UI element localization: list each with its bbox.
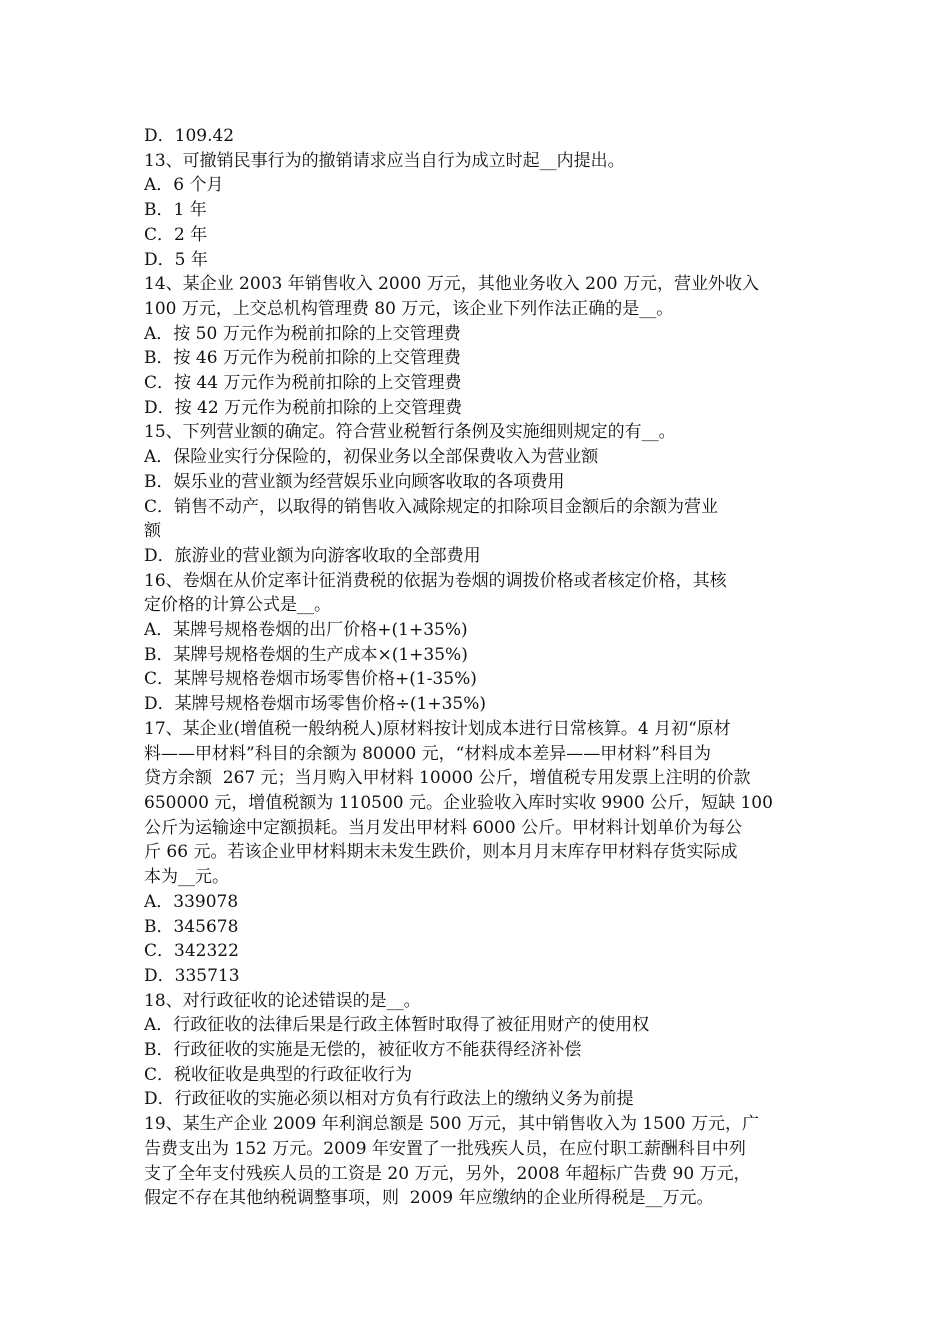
option-line: B．345678 — [144, 916, 239, 937]
option-line: D．按 42 万元作为税前扣除的上交管理费 — [144, 397, 463, 418]
question-17-line-3: 贷方余额 267 元；当月购入甲材料 10000 公斤，增值税专用发票上注明的价款 — [144, 768, 751, 789]
option-line: D．335713 — [144, 965, 240, 986]
question-19-line-4: 假定不存在其他纳税调整事项，则 2009 年应缴纳的企业所得税是__万元。 — [144, 1188, 714, 1209]
option-line: D．旅游业的营业额为向游客收取的全部费用 — [144, 545, 481, 566]
question-19-line-2: 告费支出为 152 万元。2009 年安置了一批残疾人员，在应付职工薪酬科目中列 — [144, 1138, 746, 1159]
option-line-continuation: 额 — [144, 521, 161, 542]
question-15: 15、下列营业额的确定。符合营业税暂行条例及实施细则规定的有__。 — [144, 422, 676, 443]
question-16-line-1: 16、卷烟在从价定率计征消费税的依据为卷烟的调拨价格或者核定价格，其核 — [144, 570, 727, 591]
question-19-line-3: 支了全年支付残疾人员的工资是 20 万元，另外，2008 年超标广告费 90 万元， — [144, 1163, 751, 1184]
option-line: B．按 46 万元作为税前扣除的上交管理费 — [144, 348, 461, 369]
question-19-line-1: 19、某生产企业 2009 年利润总额是 500 万元，其中销售收入为 1500 万元，广 — [144, 1114, 760, 1135]
option-line: A．339078 — [144, 891, 239, 912]
option-line: C．某牌号规格卷烟市场零售价格+(1-35%) — [144, 669, 477, 690]
option-line: C．2 年 — [144, 224, 208, 245]
option-line: D．5 年 — [144, 249, 208, 270]
option-line: C．按 44 万元作为税前扣除的上交管理费 — [144, 373, 462, 394]
question-13: 13、可撤销民事行为的撤销请求应当自行为成立时起__内提出。 — [144, 150, 625, 171]
question-17-line-1: 17、某企业(增值税一般纳税人)原材料按计划成本进行日常核算。4 月初“原材 — [144, 718, 731, 739]
question-17-line-7: 本为__元。 — [144, 867, 229, 888]
option-line: C．销售不动产，以取得的销售收入减除规定的扣除项目金额后的余额为营业 — [144, 496, 719, 517]
question-17-line-5: 公斤为运输途中定额损耗。当月发出甲材料 6000 公斤。甲材料计划单价为每公 — [144, 817, 743, 838]
option-line: B．某牌号规格卷烟的生产成本×(1+35%) — [144, 644, 468, 665]
option-line: B．1 年 — [144, 200, 207, 221]
option-line: A．按 50 万元作为税前扣除的上交管理费 — [144, 323, 461, 344]
option-line: C．342322 — [144, 941, 239, 962]
option-line: D．某牌号规格卷烟市场零售价格÷(1+35%) — [144, 694, 486, 715]
question-14-line-2: 100 万元，上交总机构管理费 80 万元，该企业下列作法正确的是__。 — [144, 298, 674, 319]
question-17-line-2: 料——甲材料”科目的余额为 80000 元，“材料成本差异——甲材料”科目为 — [144, 743, 711, 764]
option-line: C．税收征收是典型的行政征收行为 — [144, 1064, 413, 1085]
question-16-line-2: 定价格的计算公式是__。 — [144, 595, 331, 616]
option-line: A．保险业实行分保险的，初保业务以全部保费收入为营业额 — [144, 447, 599, 468]
question-17-line-6: 斤 66 元。若该企业甲材料期末未发生跌价，则本月月末库存甲材料存货实际成 — [144, 842, 738, 863]
option-line: D．行政征收的实施必须以相对方负有行政法上的缴纳义务为前提 — [144, 1089, 634, 1110]
question-17-line-4: 650000 元，增值税额为 110500 元。企业验收入库时实收 9900 公斤，短缺 100 — [144, 792, 773, 813]
question-18: 18、对行政征收的论述错误的是__。 — [144, 990, 421, 1011]
option-line: A．6 个月 — [144, 175, 224, 196]
option-line: A．行政征收的法律后果是行政主体暂时取得了被征用财产的使用权 — [144, 1015, 650, 1036]
question-14-line-1: 14、某企业 2003 年销售收入 2000 万元，其他业务收入 200 万元，营业外收入 — [144, 274, 760, 295]
option-line: D．109.42 — [144, 126, 235, 146]
document-page — [144, 124, 810, 1211]
option-line: B．娱乐业的营业额为经营娱乐业向顾客收取的各项费用 — [144, 471, 565, 492]
option-line: A．某牌号规格卷烟的出厂价格+(1+35%) — [144, 620, 468, 641]
option-line: B．行政征收的实施是无偿的，被征收方不能获得经济补偿 — [144, 1040, 582, 1061]
